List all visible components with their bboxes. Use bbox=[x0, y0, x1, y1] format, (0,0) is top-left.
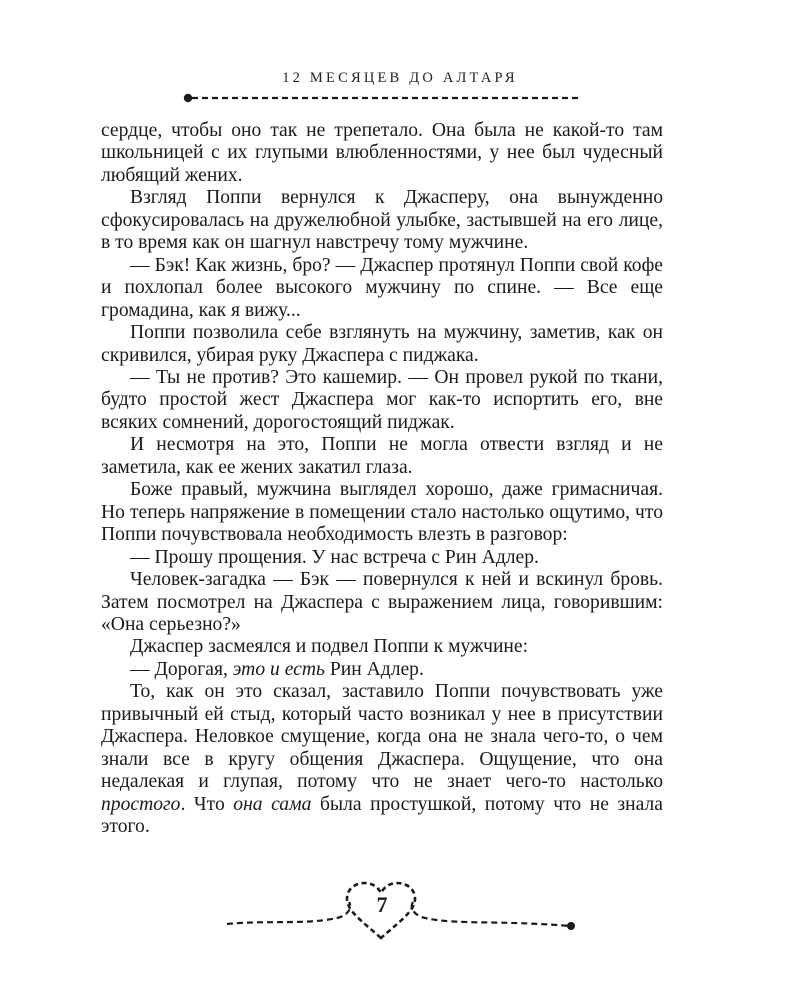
body-text bbox=[101, 120, 663, 839]
footer-dot bbox=[567, 922, 575, 930]
paragraph: — Бэк! Как жизнь, бро? — Джаспер протянул Поппи свой кофе и похлопал более высокого мужчину по спине. — Все еще громадина, как я вижу... bbox=[101, 254, 663, 321]
paragraph: — Прошу прощения. У нас встреча с Рин Адлер. bbox=[130, 546, 539, 568]
header-divider-ornament bbox=[180, 88, 585, 108]
paragraph bbox=[101, 659, 663, 681]
left-curl-dashed-line bbox=[227, 902, 350, 924]
paragraph: И несмотря на это, Поппи не могла отвести взгляд и не заметила, как ее жених закатил глаза. bbox=[101, 434, 663, 478]
emphasis: простого bbox=[101, 793, 181, 815]
paragraph: Боже правый, мужчина выглядел хорошо, даже гримасничая. Но теперь напряжение в помещении стало настолько ощутимо, что Поппи почувствовала необходимость влезть в разговор: bbox=[101, 479, 663, 546]
text-run: . Что bbox=[180, 793, 234, 815]
text-run: была простушкой, потому что не знала этого. bbox=[101, 793, 664, 838]
emphasis: она сама bbox=[233, 793, 312, 815]
paragraph: сердце, чтобы оно так не трепетало. Она была не какой-то там школьницей с их глупыми влюбленностями, у нее был чудесный любящий жених. bbox=[101, 120, 663, 186]
text-run: То, как он это сказал, заставило Поппи почувствовать уже привычный ей стыд, который часто возникал у нее в присутствии Джаспера. Неловкое смущение, когда она не знала чего-то, о чем знали все в кругу общения Джаспера. Ощущение, что она недалекая и глупая, потому что не знает чего-то настолько bbox=[101, 681, 663, 793]
paragraph: Поппи позволила себе взглянуть на мужчину, заметив, как он скривился, убирая руку Джаспера с пиджака. bbox=[101, 322, 663, 366]
paragraph: Человек-загадка — Бэк — повернулся к ней и вскинул бровь. Затем посмотрел на Джаспера с выражением лица, говорившим: «Она серьезно?» bbox=[101, 569, 663, 635]
paragraph: — Ты не против? Это кашемир. — Он провел рукой по ткани, будто простой жест Джаспера мог как-то испортить его, вне всяких сомнений, дорогостоящий пиджак. bbox=[101, 366, 663, 433]
divider-dot bbox=[184, 94, 192, 102]
text-run: — Дорогая, bbox=[130, 658, 233, 680]
page-header bbox=[0, 70, 800, 87]
right-curl-dashed-line bbox=[412, 902, 570, 926]
paragraph: Джаспер засмеялся и подвел Поппи к мужчине: bbox=[130, 636, 529, 658]
text-run: Рин Адлер. bbox=[324, 658, 424, 680]
running-title: 12 МЕСЯЦЕВ ДО АЛТАРЯ bbox=[282, 70, 518, 86]
paragraph bbox=[101, 681, 663, 838]
emphasis: это и есть bbox=[232, 658, 325, 680]
page-number: 7 bbox=[376, 892, 388, 917]
paragraph: Взгляд Поппи вернулся к Джасперу, она вынужденно сфокусировалась на дружелюбной улыбке, застывшей на его лице, в то время как он шагнул навстречу тому мужчине. bbox=[101, 187, 663, 254]
